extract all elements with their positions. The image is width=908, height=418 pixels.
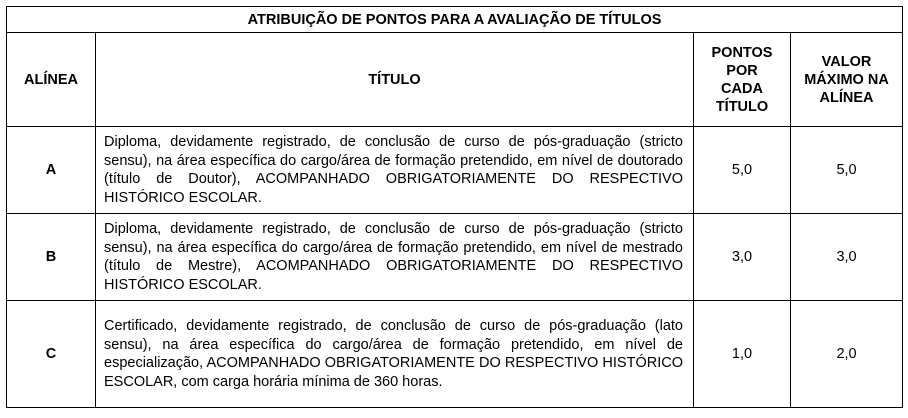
titulo-cell: Diploma, devidamente registrado, de conclusão de curso de pós-graduação (stricto sensu), na área específica do cargo/área de formação pretendido, em nível de mestrado (título de Mestre), ACOMPANHADO OBRIGATORIAMENTE DO RESPECTIVO HISTÓRICO ESCOLAR. xyxy=(96,214,694,301)
alinea-cell: C xyxy=(7,301,96,408)
header-pontos-line: CADA xyxy=(721,80,763,97)
titles-scoring-table xyxy=(6,6,903,408)
valor-maximo-cell: 5,0 xyxy=(791,127,903,214)
pontos-cell: 1,0 xyxy=(694,301,791,408)
header-valor-line: ALÍNEA xyxy=(819,89,874,106)
header-pontos-line: PONTOS xyxy=(711,44,773,61)
table-title-row xyxy=(7,7,903,33)
table-row xyxy=(7,127,903,214)
table-row xyxy=(7,214,903,301)
document-page xyxy=(6,6,903,408)
header-alinea: ALÍNEA xyxy=(7,33,96,127)
header-valor-maximo xyxy=(791,33,903,127)
header-pontos-line: POR xyxy=(726,62,758,79)
header-pontos-line: TÍTULO xyxy=(715,98,769,115)
valor-maximo-cell: 2,0 xyxy=(791,301,903,408)
valor-maximo-cell: 3,0 xyxy=(791,214,903,301)
alinea-cell: A xyxy=(7,127,96,214)
pontos-cell: 5,0 xyxy=(694,127,791,214)
titulo-cell: Certificado, devidamente registrado, de conclusão de curso de pós-graduação (lato sensu), na área específica do cargo/área de formação pretendido, em nível de especialização, ACOMPANHADO OBRIGATORIAMENTE DO RESPECTIVO HISTÓRICO ESCOLAR, com carga horária mínima de 360 horas. xyxy=(96,301,694,408)
header-pontos-por-titulo xyxy=(694,33,791,127)
header-row xyxy=(7,33,903,127)
titulo-cell: Diploma, devidamente registrado, de conclusão de curso de pós-graduação (stricto sensu), na área específica do cargo/área de formação pretendido, em nível de doutorado (título de Doutor), ACOMPANHADO OBRIGATORIAMENTE DO RESPECTIVO HISTÓRICO ESCOLAR. xyxy=(96,127,694,214)
header-valor-line: VALOR xyxy=(821,53,872,70)
pontos-cell: 3,0 xyxy=(694,214,791,301)
alinea-cell: B xyxy=(7,214,96,301)
table-title: ATRIBUIÇÃO DE PONTOS PARA A AVALIAÇÃO DE TÍTULOS xyxy=(7,7,903,33)
header-valor-line: MÁXIMO NA xyxy=(804,71,889,88)
header-titulo: TÍTULO xyxy=(96,33,694,127)
table-row xyxy=(7,301,903,408)
